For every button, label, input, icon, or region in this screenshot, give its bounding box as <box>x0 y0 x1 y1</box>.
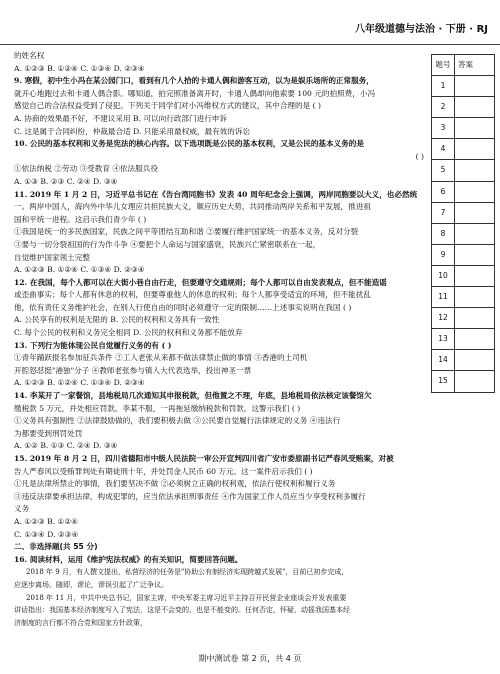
answer-row[interactable] <box>432 138 494 159</box>
answer-options: A. ①②③ B. ①②④ <box>14 516 78 526</box>
material-line: 济制度的言行都不符合党和国家方针政策， <box>14 618 147 627</box>
answer-row[interactable] <box>432 202 494 223</box>
section-heading: 二、非选择题(共 55 分) <box>14 542 98 552</box>
question-number: 14 <box>432 350 455 370</box>
question-number: 12 <box>432 308 455 328</box>
text-line: ③要与一切分裂祖国的行为作斗争 ④要把个人命运与国家盛衰，民族兴亡紧密联系在一起， <box>14 239 321 249</box>
answer-cell[interactable] <box>455 329 494 349</box>
answer-options: A. ①②③ B. ①②④ C. ①③④ D. ②③④ <box>14 63 145 73</box>
answer-options: C. ①③④ D. ②③④ <box>14 529 79 539</box>
answer-cell[interactable] <box>455 350 494 370</box>
text-line: 告人严春风以受贿罪判处有期徒刑十年，并处罚金人民币 60 万元。这一案件启示我们 ( ) <box>14 466 313 476</box>
page-header <box>0 0 500 45</box>
question-content <box>14 50 424 629</box>
answer-cell[interactable] <box>455 245 494 265</box>
answer-row[interactable] <box>432 349 494 370</box>
question-number: 7 <box>432 203 455 223</box>
text-line: 为都要受到刑罚处罚 <box>14 428 83 438</box>
question-15: 15. 2019 年 8 月 2 日，四川省德阳市中级人民法院一审公开宣判四川省广安市委原副书记严春风受贿案，对被 <box>14 454 394 463</box>
answer-options: A. 协商的效果最不好，不建议采用 B. 可以向行政部门进行申诉 <box>14 113 227 123</box>
text-line: 感觉自己的合法权益受到了侵犯。下列关于同学们对小冯维权方式的建议，其中合理的是 ( ) <box>14 101 321 111</box>
answer-table-header <box>432 55 494 75</box>
answer-options: A. ①③ B. ②③ C. ②④ D. ③④ <box>14 176 118 186</box>
answer-options: A. 公民享有的权利是无限的 B. 公民的权利和义务具有一致性 <box>14 315 220 325</box>
material-line: 应逐步离场。随即，谬论，谬误引起了广泛争议。 <box>14 580 168 589</box>
answer-cell[interactable] <box>455 371 494 391</box>
answer-cell[interactable] <box>455 118 494 138</box>
answer-cell[interactable] <box>455 97 494 117</box>
answer-row[interactable] <box>432 96 494 117</box>
text-line: ①凡是法律所禁止的事情，我们要坚决不做 ②必须树立正确的权利观，依法行使权利和履行义务 <box>14 479 336 489</box>
text-line: 开腔怒怼挺"港独"分子 ④教师老张参与镇人大代表选举，投出神圣一票 <box>14 365 252 375</box>
question-number: 6 <box>432 182 455 202</box>
answer-options: A. ①②③ B. ①②④ C. ①③④ D. ②③④ <box>14 265 145 275</box>
answer-row[interactable] <box>432 286 494 307</box>
material-line: 2018 年 11 月，中共中央总书记，国家主席，中央军委主席习近平主持召开民营企业座谈会并发表重要 <box>26 593 347 602</box>
text-line: ③违反法律要承担法律，构成犯罪的，应当依法承担刑事责任 ④作为国家工作人员应当少享受权利多履行 <box>14 491 366 501</box>
text-line: 缴税款 5 万元，并处相应罚款。李某不服，一再拖延缴纳税款和罚款。这警示我们 ( ) <box>14 403 301 413</box>
text-line: 义务 <box>14 504 30 514</box>
text-line: 的姓名权 <box>14 51 45 60</box>
material-line: 讲话指出：我国基本经济制度写入了宪法，这是不会变的，也是不能变的。任何否定，怀疑，动摇我国基本经 <box>14 606 350 615</box>
question-number: 9 <box>432 245 455 265</box>
question-number: 5 <box>432 160 455 180</box>
material-line: 2018 年 9 月，有人撰文提出，私营经济的任务是"协助公有制经济实现跨越式发展"，目前已初步完成， <box>26 568 349 577</box>
answer-row[interactable] <box>432 75 494 96</box>
answer-row[interactable] <box>432 328 494 349</box>
question-12: 12. 在我国，每个人都可以在大街小巷自由行走，但要遵守交通规则；每个人都可以自由发表观点，但不能造谣 <box>14 277 387 287</box>
text-line: ①义务具有强制性 ②法律鼓励做的，我们要积极去做 ③公民要自觉履行法律规定的义务 ④违法行 <box>14 416 341 426</box>
text-line: 国和平统一进程。这启示我们青少年 ( ) <box>14 214 147 224</box>
question-11: 11. 2019 年 1 月 2 日，习近平总书记在《告台湾同胞书》发表 40 周年纪念会上强调，两岸同胞要以大义，也必然统 <box>14 189 418 199</box>
answer-cell[interactable] <box>455 287 494 307</box>
question-number: 10 <box>432 266 455 286</box>
answer-row[interactable] <box>432 307 494 328</box>
answer-cell[interactable] <box>455 203 494 223</box>
answer-options: C. 每个公民的权利和义务完全相同 D. 公民的权利和义务都不能放弃 <box>14 328 243 338</box>
answer-cell[interactable] <box>455 224 494 244</box>
answer-cell[interactable] <box>455 308 494 328</box>
answer-cell[interactable] <box>455 266 494 286</box>
question-number: 15 <box>432 371 455 391</box>
text-line: ①我国是统一的多民族国家，民族之间平等团结互助和谐 ②要履行维护国家统一的基本义务，反对分裂 <box>14 227 359 237</box>
answer-table <box>431 54 495 393</box>
question-number: 2 <box>432 97 455 117</box>
text-line: ( ) <box>415 151 424 161</box>
book-title: 八年级道德与法治 · 下册 · RJ <box>355 24 488 35</box>
col-header-number: 题号 <box>432 55 455 75</box>
question-10: 10. 公民的基本权利和义务是宪法的核心内容。以下选项既是公民的基本权利，又是公民的基本义务的是 <box>14 139 364 149</box>
answer-cell[interactable] <box>455 182 494 202</box>
question-13: 13. 下列行为能体现公民自觉履行义务的有 ( ) <box>14 340 172 350</box>
question-14: 14. 李某开了一家餐馆，县地税局几次通知其申报税款，但他置之不理，年底，县地税局依法核定该餐馆欠 <box>14 391 372 401</box>
answer-options: C. 这是属于合同纠纷，仲裁最合适 D. 只能采用最权威，最有效的诉讼 <box>14 126 251 136</box>
answer-row[interactable] <box>432 265 494 286</box>
text-line: 他，依有责任义务维护社会，在别人行使自由的同时必须遵守一定的限制……上述事实说明在我国 ( ) <box>14 302 352 312</box>
text-line: 或歪曲事实；每个人都有休息的权利，但要尊重他人的休息的权利；每个人都享受适宜的环境，但不能扰乱 <box>14 290 371 300</box>
col-header-answer: 答案 <box>458 60 473 69</box>
text-line: 一。两岸中国人，海内外中华儿女理应共担民族大义，顺应历史大势，共同推动两岸关系和平发展，推进祖 <box>14 202 371 212</box>
text-line: 自觉维护国家领土完整 <box>14 252 90 262</box>
page-footer: 期中测试卷 第 2 页，共 4 页 <box>198 654 302 663</box>
answer-row[interactable] <box>432 117 494 138</box>
text-line: ①青年踊跃报名参加征兵条件 ②工人老张从来都不做法律禁止做的事情 ③香港的土司机 <box>14 353 308 363</box>
answer-row[interactable] <box>432 244 494 265</box>
text-line: ①依法纳税 ②劳动 ③受教育 ④依法服兵役 <box>14 164 158 174</box>
answer-row[interactable] <box>432 159 494 180</box>
question-number: 8 <box>432 224 455 244</box>
answer-cell[interactable] <box>455 139 494 159</box>
question-number: 1 <box>432 76 455 96</box>
answer-cell[interactable] <box>455 160 494 180</box>
question-16: 16. 阅读材料，运用《维护宪法权威》的有关知识，简要回答问题。 <box>14 554 243 564</box>
question-9: 9. 寒假，初中生小冯在某公园门口，看到有几个人拾的卡通人偶和游客互动，以为是娱乐场所的正常服务， <box>14 76 374 86</box>
answer-row[interactable] <box>432 223 494 244</box>
answer-cell[interactable] <box>455 76 494 96</box>
question-number: 3 <box>432 118 455 138</box>
question-number: 13 <box>432 329 455 349</box>
answer-row[interactable] <box>432 370 494 391</box>
answer-options: A. ①② B. ①③ C. ②④ D. ③④ <box>14 441 118 451</box>
question-number: 4 <box>432 139 455 159</box>
answer-options: A. ①②③ B. ①②④ C. ①③④ D. ②③④ <box>14 378 145 388</box>
question-number: 11 <box>432 287 455 307</box>
answer-row[interactable] <box>432 181 494 202</box>
text-line: 就开心地跑过去和卡通人偶合影。哪知道，拍完照准备离开时，卡通人偶却向他索要 100 元的拍照费，小冯 <box>14 88 376 98</box>
